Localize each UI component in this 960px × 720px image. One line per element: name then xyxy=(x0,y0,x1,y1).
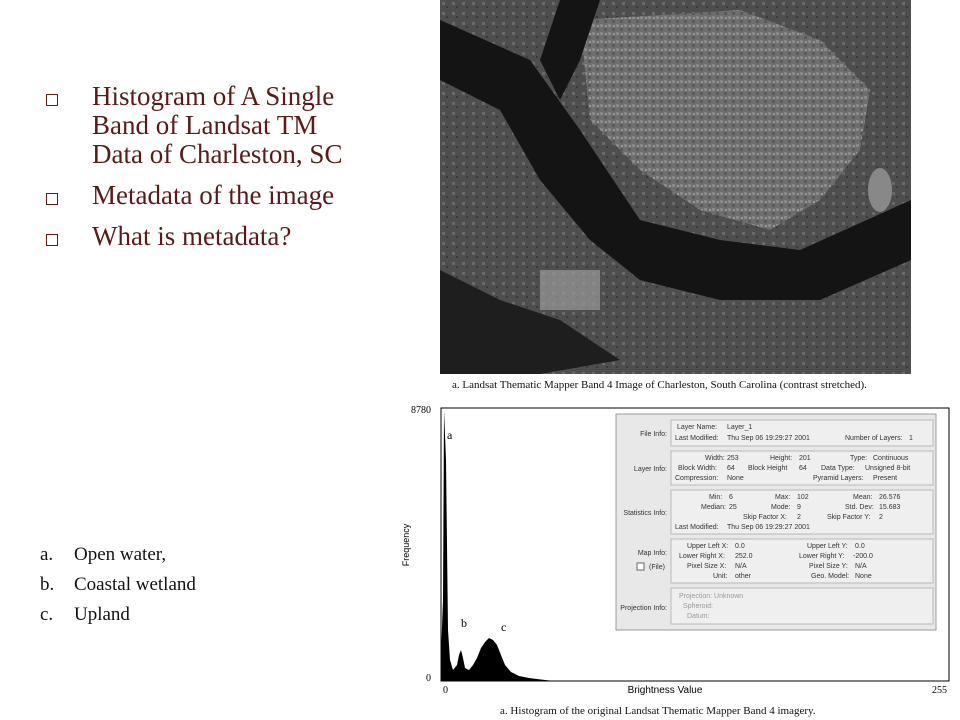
bullet-item xyxy=(46,181,346,210)
layer-name-value: Layer_1 xyxy=(727,424,753,431)
square-bullet-icon xyxy=(46,193,58,205)
layer-info-label: Layer Info: xyxy=(633,466,667,473)
stats-last-modified-label: Last Modified: xyxy=(675,524,719,531)
pixel-size-y-label: Pixel Size Y: xyxy=(809,563,848,570)
last-modified-label: Last Modified: xyxy=(675,435,719,442)
std-dev-value: 15.683 xyxy=(879,504,901,511)
std-dev-label: Std. Dev: xyxy=(845,504,874,511)
mean-label: Mean: xyxy=(853,494,873,501)
histogram-caption: a. Histogram of the original Landsat Thematic Mapper Band 4 imagery. xyxy=(500,705,816,717)
y-axis-label: Frequency xyxy=(401,523,411,567)
bullet-text: Metadata of the image xyxy=(92,180,335,210)
y-max-label: 8780 xyxy=(411,405,431,416)
skip-y-value: 2 xyxy=(879,514,883,521)
bullet-text: What is metadata? xyxy=(92,221,292,251)
mode-value: 9 xyxy=(797,504,801,511)
pyramid-label: Pyramid Layers: xyxy=(813,475,864,482)
square-bullet-icon xyxy=(46,234,58,246)
num-layers-label: Number of Layers: xyxy=(845,435,903,442)
satellite-image xyxy=(440,0,911,374)
projection-value: Projection: Unknown xyxy=(679,593,744,600)
file-info-label: File Info: xyxy=(640,431,667,438)
max-value: 102 xyxy=(797,494,809,501)
block-width-label: Block Width: xyxy=(678,465,717,472)
x-axis-label: Brightness Value xyxy=(627,685,703,696)
pixel-size-x-value: N/A xyxy=(735,563,747,570)
x-max-label: 255 xyxy=(932,685,947,696)
unit-value: other xyxy=(735,573,751,580)
lower-right-x-value: 252.0 xyxy=(735,553,753,560)
peak-b-label: b xyxy=(461,616,467,630)
mode-label: Mode: xyxy=(771,504,791,511)
height-value: 201 xyxy=(799,455,811,462)
upper-left-y-value: 0.0 xyxy=(855,543,865,550)
y-min-label: 0 xyxy=(426,673,431,684)
spheroid-value: Spheroid: xyxy=(683,603,713,610)
histogram-bars xyxy=(441,410,555,681)
num-layers-value: 1 xyxy=(909,435,913,442)
lower-right-y-label: Lower Right Y: xyxy=(799,553,845,560)
median-label: Median: xyxy=(701,504,726,511)
legend-text: Open water, xyxy=(74,544,167,565)
min-label: Min: xyxy=(709,494,723,501)
image-caption: a. Landsat Thematic Mapper Band 4 Image of Charleston, South Carolina (contrast stretched). xyxy=(452,379,867,391)
height-label: Height: xyxy=(770,455,793,462)
legend-item xyxy=(40,540,196,570)
upper-left-x-value: 0.0 xyxy=(735,543,745,550)
satellite-image-drawing xyxy=(440,0,911,374)
block-width-value: 64 xyxy=(727,465,735,472)
datum-value: Datum: xyxy=(687,613,710,620)
peak-a-label: a xyxy=(447,428,453,442)
bullet-item xyxy=(46,82,346,169)
legend-letter: c. xyxy=(40,604,54,625)
legend-item xyxy=(40,570,196,600)
peak-c-label: c xyxy=(501,620,507,634)
x-min-label: 0 xyxy=(443,685,448,696)
skip-y-label: Skip Factor Y: xyxy=(827,514,871,521)
mean-value: 26.576 xyxy=(879,494,901,501)
legend-text: Coastal wetland xyxy=(74,574,196,595)
median-value: 25 xyxy=(729,504,737,511)
pixel-size-x-label: Pixel Size X: xyxy=(687,563,727,570)
square-bullet-icon xyxy=(46,94,58,106)
legend-letter: b. xyxy=(40,574,55,595)
legend-item xyxy=(40,600,196,630)
skip-x-label: Skip Factor X: xyxy=(743,514,787,521)
peak-legend xyxy=(40,540,196,630)
compression-value: None xyxy=(727,475,744,482)
bullet-list xyxy=(46,82,346,263)
lower-right-y-value: -200.0 xyxy=(853,553,873,560)
statistics-info-label: Statistics Info: xyxy=(623,510,667,517)
max-label: Max: xyxy=(775,494,791,501)
pixel-size-y-value: N/A xyxy=(855,563,867,570)
legend-letter: a. xyxy=(40,544,54,565)
layer-name-label: Layer Name: xyxy=(677,424,718,431)
data-type-label: Data Type: xyxy=(821,465,855,472)
file-checkbox[interactable] xyxy=(637,563,644,570)
type-value: Continuous xyxy=(873,455,909,462)
last-modified-value: Thu Sep 06 19:29:27 2001 xyxy=(727,435,810,442)
histogram-figure xyxy=(395,400,955,700)
compression-label: Compression: xyxy=(675,475,719,482)
stats-last-modified-value: Thu Sep 06 19:29:27 2001 xyxy=(727,524,810,531)
type-label: Type: xyxy=(850,455,868,462)
lower-right-x-label: Lower Right X: xyxy=(679,553,725,560)
block-height-value: 64 xyxy=(799,465,807,472)
geo-model-label: Geo. Model: xyxy=(811,573,850,580)
unit-label: Unit: xyxy=(713,573,728,580)
file-checkbox-label: (File) xyxy=(649,564,665,571)
min-value: 6 xyxy=(729,494,733,501)
map-info-label: Map Info: xyxy=(637,550,667,557)
bullet-item xyxy=(46,222,346,251)
upper-left-x-label: Upper Left X: xyxy=(687,543,729,550)
geo-model-value: None xyxy=(855,573,872,580)
block-height-label: Block Height xyxy=(748,465,788,472)
data-type-value: Unsigned 8-bit xyxy=(865,465,911,472)
projection-info-label: Projection Info: xyxy=(620,605,667,612)
width-label: Width: xyxy=(705,455,725,462)
metadata-panel xyxy=(616,414,936,630)
upper-left-y-label: Upper Left Y: xyxy=(807,543,848,550)
skip-x-value: 2 xyxy=(797,514,801,521)
width-value: 253 xyxy=(727,455,739,462)
legend-text: Upland xyxy=(74,604,130,625)
bullet-text: Histogram of A Single Band of Landsat TM Data of Charleston, SC xyxy=(92,81,343,169)
pyramid-value: Present xyxy=(873,475,898,482)
